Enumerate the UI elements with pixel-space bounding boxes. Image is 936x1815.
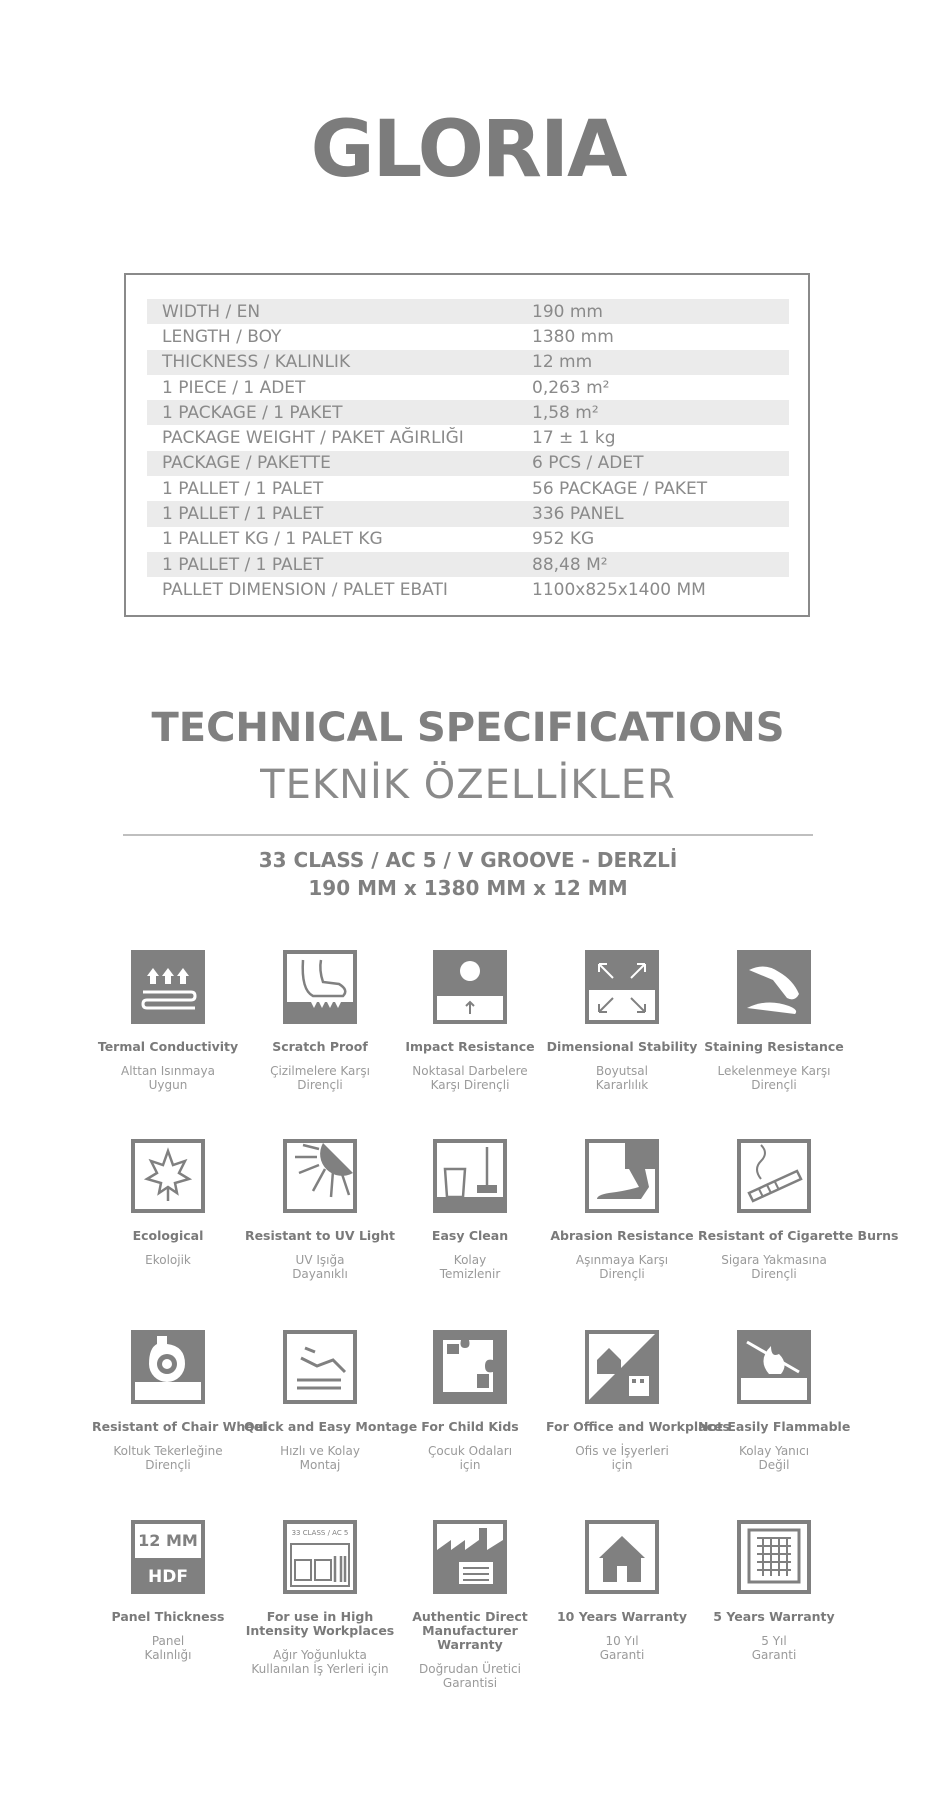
easy-montage-icon: [283, 1330, 357, 1404]
feature-item: [394, 1520, 546, 1690]
spec-label: 1 PALLET / 1 PALET: [162, 504, 324, 525]
feature-name: Termal Conductivity: [97, 1039, 239, 1054]
spec-row: [147, 425, 789, 450]
spec-row: [147, 299, 789, 324]
feature-name: Resistant of Chair Wheel: [92, 1419, 267, 1434]
feature-item: [546, 1520, 698, 1662]
spec-label: LENGTH / BOY: [162, 326, 282, 347]
chair-wheel-icon: [131, 1330, 205, 1404]
feature-turkish: Çizilmelere Karşı Dirençli: [270, 1064, 370, 1092]
feature-name: Abrasion Resistance: [550, 1228, 694, 1243]
feature-item: [698, 1330, 850, 1472]
house-warranty-icon: [585, 1520, 659, 1594]
feature-name: For use in High Intensity Workplaces: [245, 1609, 395, 1638]
feature-item: [394, 1139, 546, 1281]
feature-turkish: UV Işığa Dayanıklı: [292, 1253, 348, 1281]
spec-label: THICKNESS / KALINLIK: [162, 352, 351, 373]
spec-label: PACKAGE WEIGHT / PAKET AĞIRLIĞI: [162, 428, 464, 449]
spec-table: [147, 299, 789, 603]
feature-name: Not Easily Flammable: [698, 1419, 851, 1434]
abrasion-resistance-icon: [585, 1139, 659, 1213]
feature-item: [92, 950, 244, 1092]
feature-name: Easy Clean: [431, 1228, 509, 1243]
feature-turkish: Ofis ve İşyerleri için: [575, 1444, 669, 1472]
technical-subtitle: TEKNİK ÖZELLİKLER: [260, 762, 676, 808]
spec-value: 1380 mm: [532, 326, 614, 347]
feature-item: [698, 1520, 850, 1662]
spec-row: [147, 400, 789, 425]
building-warranty-icon: [737, 1520, 811, 1594]
spec-value: 12 mm: [532, 352, 593, 373]
feature-name: Authentic Direct Manufacturer Warranty: [412, 1609, 528, 1652]
spec-value: 17 ± 1 kg: [532, 428, 616, 449]
divider: [123, 834, 813, 836]
feature-name: For Child Kids: [421, 1419, 519, 1434]
feature-turkish: Ekolojik: [145, 1253, 191, 1267]
uv-light-icon: [283, 1139, 357, 1213]
spec-row: [147, 501, 789, 526]
feature-turkish: Panel Kalınlığı: [144, 1634, 192, 1662]
icon-badge-top: 33 CLASS / AC 5: [291, 1529, 349, 1537]
feature-item: [698, 950, 850, 1092]
feature-turkish: Hızlı ve Kolay Montaj: [280, 1444, 360, 1472]
feature-turkish: Sigara Yakmasına Dirençli: [721, 1253, 827, 1281]
size-line: 190 MM x 1380 MM x 12 MM: [308, 876, 628, 900]
spec-value: 1,58 m²: [532, 402, 599, 423]
feature-item: [394, 950, 546, 1092]
spec-row: [147, 552, 789, 577]
spec-label: PACKAGE / PAKETTE: [162, 453, 331, 474]
feature-item: [244, 1520, 396, 1676]
feature-name: Resistant of Cigarette Burns: [698, 1228, 899, 1243]
feature-item: [546, 1139, 698, 1281]
feature-name: Panel Thickness: [111, 1609, 225, 1624]
spec-row: [147, 451, 789, 476]
feature-turkish: Lekelenmeye Karşı Dirençli: [717, 1064, 831, 1092]
feature-name: For Office and Workplaces: [546, 1419, 730, 1434]
impact-resistance-icon: [433, 950, 507, 1024]
feature-turkish: Noktasal Darbelere Karşı Dirençli: [412, 1064, 528, 1092]
easy-clean-icon: [433, 1139, 507, 1213]
spec-value: 952 KG: [532, 529, 595, 550]
feature-turkish: Çocuk Odaları için: [427, 1444, 513, 1472]
feature-item: [92, 1330, 267, 1472]
spec-label: 1 PIECE / 1 ADET: [162, 377, 306, 398]
spec-value: 1100x825x1400 MM: [532, 579, 706, 600]
ecological-icon: [131, 1139, 205, 1213]
staining-resistance-icon: [737, 950, 811, 1024]
child-kids-icon: [433, 1330, 507, 1404]
spec-row: [147, 476, 789, 501]
feature-turkish: Kolay Yanıcı Değil: [738, 1444, 810, 1472]
feature-item: [244, 1139, 396, 1281]
spec-row: [147, 577, 789, 602]
feature-turkish: Aşınmaya Karşı Dirençli: [575, 1253, 669, 1281]
cigarette-burns-icon: [737, 1139, 811, 1213]
flammable-icon: [737, 1330, 811, 1404]
spec-row: [147, 350, 789, 375]
feature-name: Ecological: [132, 1228, 204, 1243]
spec-value: 0,263 m²: [532, 377, 610, 398]
feature-turkish: 10 Yıl Garanti: [599, 1634, 645, 1662]
feature-turkish: Koltuk Tekerleğine Dirençli: [113, 1444, 223, 1472]
feature-name: Scratch Proof: [272, 1039, 368, 1054]
thermal-conductivity-icon: [131, 950, 205, 1024]
feature-item: [698, 1139, 899, 1281]
spec-row: [147, 375, 789, 400]
spec-value: 190 mm: [532, 301, 603, 322]
spec-table-box: [124, 273, 810, 617]
feature-name: Resistant to UV Light: [244, 1228, 396, 1243]
spec-value: 336 PANEL: [532, 504, 624, 525]
feature-turkish: Alttan Isınmaya Uygun: [121, 1064, 215, 1092]
spec-label: PALLET DIMENSION / PALET EBATI: [162, 579, 448, 600]
panel-thickness-icon: [131, 1520, 205, 1594]
feature-turkish: Ağır Yoğunlukta Kullanılan İş Yerleri için: [251, 1648, 389, 1676]
technical-title: TECHNICAL SPECIFICATIONS: [151, 705, 785, 751]
feature-turkish: Kolay Temizlenir: [439, 1253, 501, 1281]
feature-turkish: 5 Yıl Garanti: [751, 1634, 797, 1662]
spec-label: WIDTH / EN: [162, 301, 261, 322]
manufacturer-warranty-icon: [433, 1520, 507, 1594]
spec-row: [147, 324, 789, 349]
feature-turkish: Doğrudan Üretici Garantisi: [419, 1662, 521, 1690]
icon-badge-bottom: HDF: [148, 1567, 188, 1587]
spec-value: 88,48 M²: [532, 554, 608, 575]
spec-label: 1 PALLET / 1 PALET: [162, 478, 324, 499]
feature-item: [92, 1520, 244, 1662]
class-line: 33 CLASS / AC 5 / V GROOVE - DERZLİ: [258, 848, 678, 872]
feature-item: [92, 1139, 244, 1267]
high-intensity-icon: [283, 1520, 357, 1594]
scratch-proof-icon: [283, 950, 357, 1024]
feature-turkish: Boyutsal Kararlılık: [595, 1064, 649, 1092]
feature-name: Quick and Easy Montage: [244, 1419, 418, 1434]
feature-item: [546, 950, 698, 1092]
feature-name: Dimensional Stability: [546, 1039, 698, 1054]
feature-item: [244, 1330, 418, 1472]
brand-title: GLORIA: [310, 105, 626, 195]
spec-label: 1 PACKAGE / 1 PAKET: [162, 402, 343, 423]
feature-item: [394, 1330, 546, 1472]
feature-name: 5 Years Warranty: [713, 1609, 835, 1624]
feature-name: Impact Resistance: [405, 1039, 535, 1054]
spec-label: 1 PALLET / 1 PALET: [162, 554, 324, 575]
spec-value: 56 PACKAGE / PAKET: [532, 478, 708, 499]
feature-name: Staining Resistance: [704, 1039, 844, 1054]
spec-row: [147, 527, 789, 552]
feature-item: [244, 950, 396, 1092]
feature-name: 10 Years Warranty: [556, 1609, 688, 1624]
dimensional-stability-icon: [585, 950, 659, 1024]
feature-item: [546, 1330, 730, 1472]
spec-value: 6 PCS / ADET: [532, 453, 644, 474]
office-workplaces-icon: [585, 1330, 659, 1404]
icon-badge-top: 12 MM: [138, 1531, 198, 1550]
spec-label: 1 PALLET KG / 1 PALET KG: [162, 529, 383, 550]
